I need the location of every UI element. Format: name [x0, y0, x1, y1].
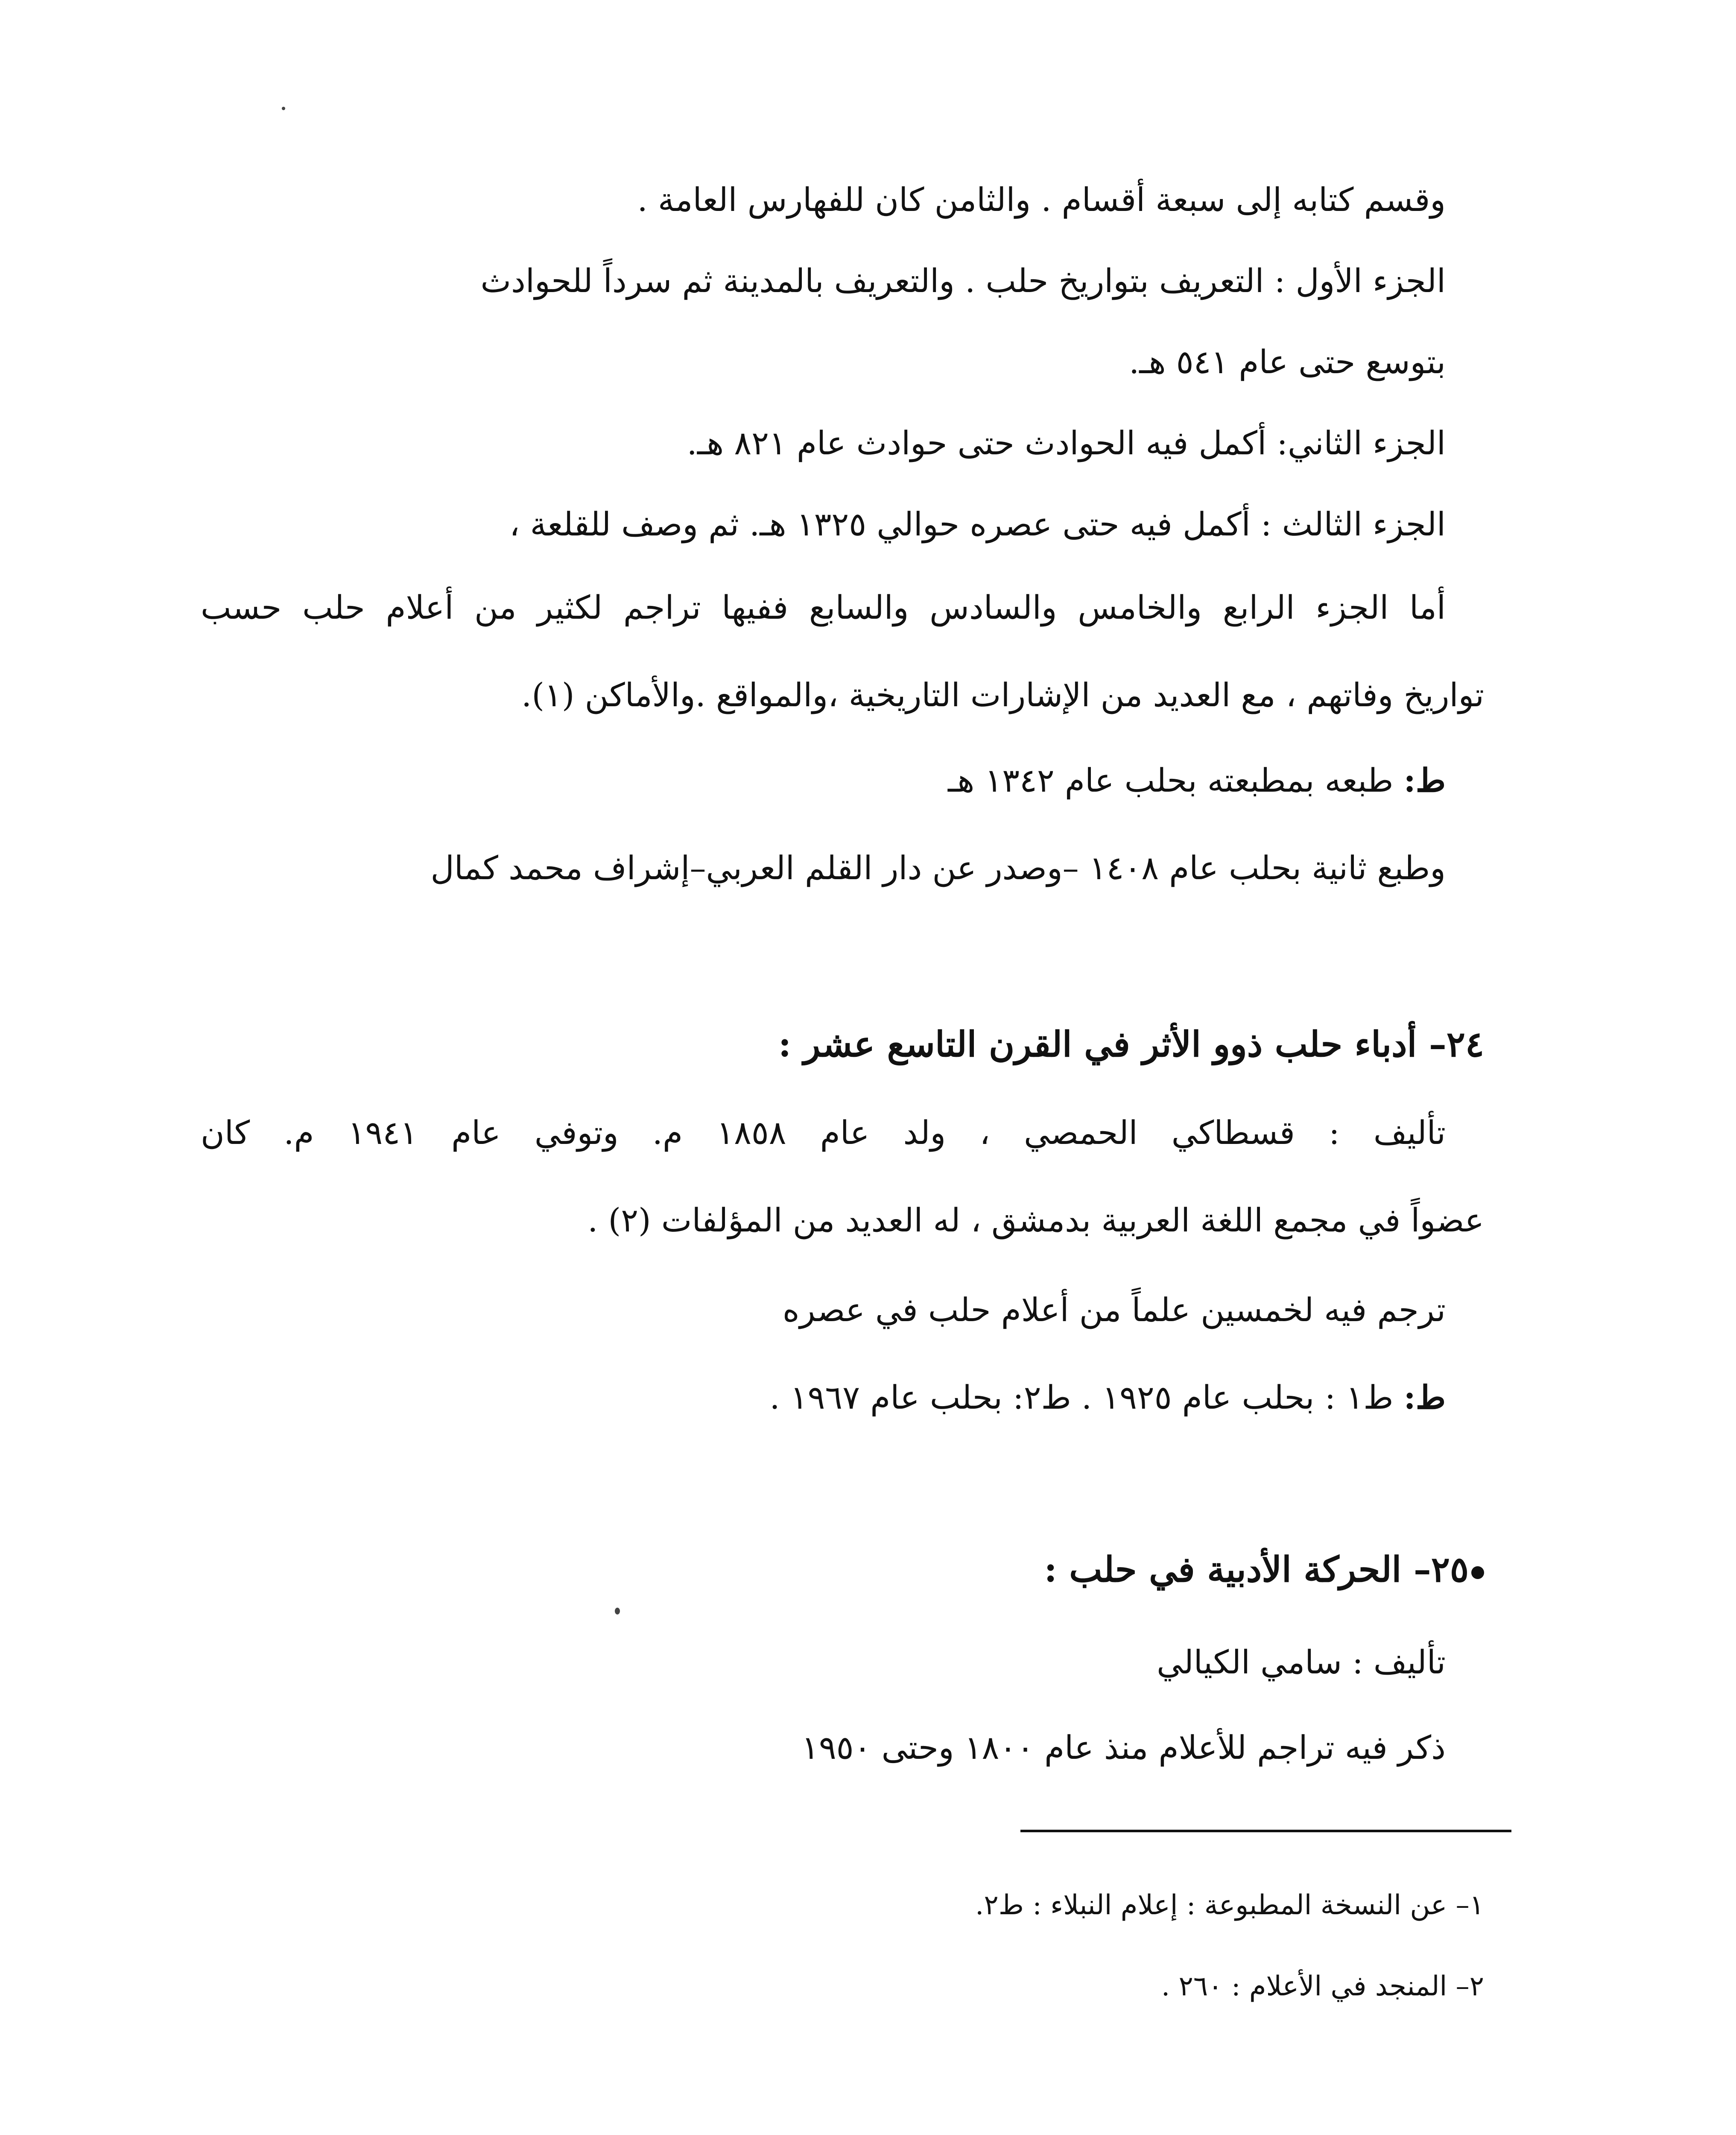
- section-25-number: ٢٥–: [1413, 1549, 1469, 1590]
- section-24-number: ٢٤–: [1429, 1024, 1484, 1065]
- footnote-1: ١– عن النسخة المطبوعة : إعلام النبلاء : ط٢.: [975, 1889, 1484, 1921]
- print-info-text: طبعه بمطبعته بحلب عام ١٣٤٢ هـ: [947, 761, 1394, 799]
- section-24-line-1: تأليف : قسطاكي الحمصي ، ولد عام ١٨٥٨ م. وتوفي عام ١٩٤١ م. كان: [201, 1114, 1446, 1152]
- body-line-6: أما الجزء الرابع والخامس والسادس والسابع ففيها تراجم لكثير من أعلام حلب حسب: [201, 588, 1446, 626]
- body-line-3: بتوسع حتى عام ٥٤١ هـ.: [1129, 343, 1446, 381]
- section-25-line-2: ذكر فيه تراجم للأعلام منذ عام ١٨٠٠ وحتى ١٩٥٠: [801, 1728, 1446, 1766]
- footnote-2: ٢– المنجد في الأعلام : ٢٦٠ .: [1161, 1971, 1484, 2002]
- print-info-line: [947, 761, 1446, 799]
- section-24-line-3: ترجم فيه لخمسين علماً من أعلام حلب في عصره: [782, 1291, 1446, 1329]
- print-label: ط:: [1403, 761, 1446, 799]
- body-line-5: الجزء الثالث : أكمل فيه حتى عصره حوالي ١٣٢٥ هـ. ثم وصف للقلعة ،: [509, 505, 1446, 543]
- footnote-separator: [1020, 1830, 1511, 1832]
- section-24-title: أدباء حلب ذوو الأثر في القرن التاسع عشر :: [778, 1024, 1417, 1065]
- body-line-7: تواريخ وفاتهم ، مع العديد من الإشارات التاريخية ،والمواقع .والأماكن (١).: [521, 676, 1484, 714]
- section-24-print-text: ط١ : بحلب عام ١٩٢٥ . ط٢: بحلب عام ١٩٦٧ .: [769, 1378, 1394, 1416]
- section-25-title: الحركة الأدبية في حلب :: [1044, 1549, 1402, 1590]
- scan-speck: [615, 1608, 620, 1614]
- body-line-4: الجزء الثاني: أكمل فيه الحوادث حتى حوادث عام ٨٢١ هـ.: [687, 424, 1446, 462]
- section-24-heading: [778, 1024, 1484, 1065]
- scan-speck: [282, 107, 285, 110]
- section-24-print-line: [769, 1378, 1446, 1416]
- body-line-1: وقسم كتابه إلى سبعة أقسام . والثامن كان للفهارس العامة .: [637, 181, 1446, 219]
- section-25-heading: [1044, 1549, 1484, 1590]
- section-24-line-2: عضواً في مجمع اللغة العربية بدمشق ، له العديد من المؤلفات (٢) .: [587, 1201, 1484, 1239]
- body-line-2: الجزء الأول : التعريف بتواريخ حلب . والتعريف بالمدينة ثم سرداً للحوادث: [480, 262, 1446, 300]
- print-label: ط:: [1403, 1378, 1446, 1416]
- body-line-9: وطبع ثانية بحلب عام ١٤٠٨ –وصدر عن دار القلم العربي–إشراف محمد كمال: [430, 849, 1446, 887]
- section-25-line-1: تأليف : سامي الكيالي: [1157, 1643, 1446, 1681]
- bullet-dot-icon: [1471, 1566, 1484, 1579]
